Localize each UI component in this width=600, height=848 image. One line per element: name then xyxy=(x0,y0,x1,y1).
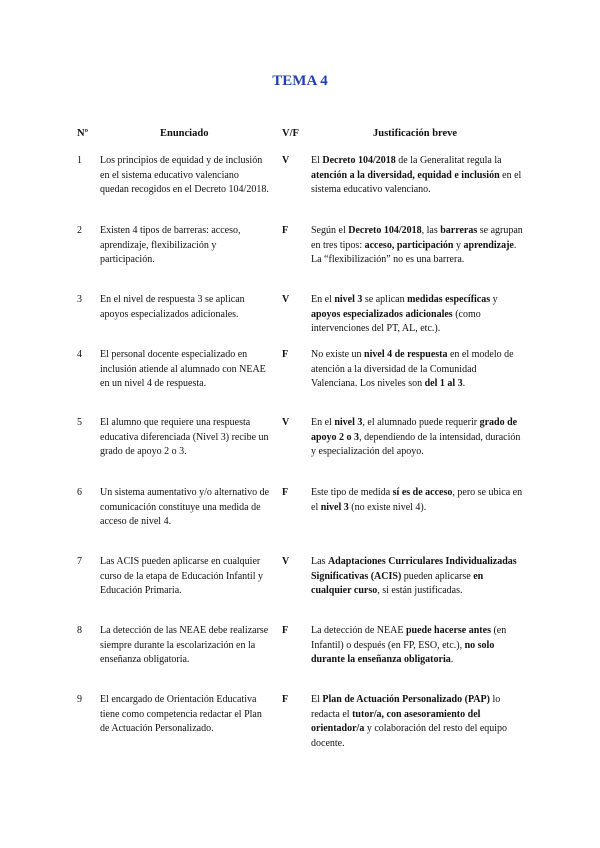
row-justification: El Plan de Actuación Personalizado (PAP) lo redacta el tutor/a, con asesoramiento del orientador/a y colaboración del resto del equipo docente. xyxy=(311,694,508,749)
bold-text: acceso, participación xyxy=(364,239,454,251)
bold-text: puede hacerse antes xyxy=(405,625,491,636)
row-number: 6 xyxy=(77,487,82,498)
bold-text: nivel 4 de respuesta xyxy=(364,349,448,360)
row-justification: Según el Decreto 104/2018, las barreras se agrupan en tres tipos: acceso, participación y aprendizaje. La “flexibilización” no es una barrera. xyxy=(311,225,523,265)
bold-text: no solo durante la enseñanza obligatoria xyxy=(311,639,495,665)
bold-text: nivel 3 xyxy=(334,294,363,305)
row-statement: El personal docente especializado en inclusión atiende al alumnado con NEAE en un nivel 4 de respuesta. xyxy=(100,349,266,389)
bold-text: apoyos especializados adicionales xyxy=(311,308,453,320)
row-answer: F xyxy=(282,225,289,236)
table-header xyxy=(0,128,600,144)
row-statement: En el nivel de respuesta 3 se aplican apoyos especializados adicionales. xyxy=(100,294,245,320)
row-statement: Los principios de equidad y de inclusión en el sistema educativo valenciano quedan recogidos en el Decreto 104/2018. xyxy=(100,155,269,195)
header-justificacion: Justificación breve xyxy=(373,128,458,139)
row-answer: V xyxy=(282,556,290,567)
bold-text: aprendizaje xyxy=(463,239,514,251)
row-justification: En el nivel 3 se aplican medidas específicas y apoyos especializados adicionales (como intervenciones del PT, AL, etc.). xyxy=(311,294,498,334)
bold-text: nivel 3 xyxy=(320,501,349,513)
row-statement: Un sistema aumentativo y/o alternativo de comunicación constituye una medida de acceso de nivel 4. xyxy=(100,487,270,527)
row-number: 9 xyxy=(77,694,82,705)
row-number: 7 xyxy=(77,556,82,567)
bold-text: Plan de Actuación Personalizado (PAP) xyxy=(322,694,490,705)
row-answer: F xyxy=(282,349,289,360)
page-title: TEMA 4 xyxy=(272,73,328,89)
row-answer: V xyxy=(282,417,290,428)
bold-text: sí es de acceso xyxy=(392,487,453,498)
row-justification: No existe un nivel 4 de respuesta en el modelo de atención a la diversidad de la Comunidad Valenciana. Los niveles son del 1 al 3. xyxy=(311,349,514,389)
header-num: Nº xyxy=(77,128,89,139)
bold-text: atención a la diversidad, equidad e inclusión xyxy=(311,169,500,181)
row-number: 3 xyxy=(77,294,82,305)
bold-text: tutor/a, con asesoramiento del orientador/a xyxy=(311,708,481,734)
row-justification: El Decreto 104/2018 de la Generalitat regula la atención a la diversidad, equidad e inclusión en el sistema educativo valenciano. xyxy=(311,155,522,195)
row-number: 2 xyxy=(77,225,82,236)
row-number: 8 xyxy=(77,625,82,636)
row-statement: Las ACIS pueden aplicarse en cualquier curso de la etapa de Educación Infantil y Educación Primaria. xyxy=(100,556,263,596)
row-statement: Existen 4 tipos de barreras: acceso, aprendizaje, flexibilización y participación. xyxy=(100,225,241,265)
bold-text: barreras xyxy=(440,225,478,236)
bold-text: nivel 3 xyxy=(334,417,363,428)
bold-text: Adaptaciones Curriculares Individualizadas Significativas (ACIS) xyxy=(311,556,517,582)
row-justification: La detección de NEAE puede hacerse antes (en Infantil) o después (en FP, ESO, etc.), no solo durante la enseñanza obligatoria. xyxy=(311,625,507,665)
row-number: 5 xyxy=(77,417,82,428)
row-justification: Este tipo de medida sí es de acceso, pero se ubica en el nivel 3 (no existe nivel 4). xyxy=(311,487,523,513)
row-answer: V xyxy=(282,155,290,166)
bold-text: medidas específicas xyxy=(407,294,491,305)
row-number: 4 xyxy=(77,349,82,360)
row-statement: El alumno que requiere una respuesta educativa diferenciada (Nivel 3) recibe un grado de apoyo 2 o 3. xyxy=(100,417,269,457)
header-enunciado: Enunciado xyxy=(160,128,209,139)
row-statement: El encargado de Orientación Educativa tiene como competencia redactar el Plan de Actuación Personalizado. xyxy=(100,694,262,734)
row-answer: F xyxy=(282,487,289,498)
bold-text: del 1 al 3 xyxy=(424,378,463,389)
row-justification: En el nivel 3, el alumnado puede requerir grado de apoyo 2 o 3, dependiendo de la intensidad, duración y especialización del apoyo. xyxy=(311,417,521,457)
row-number: 1 xyxy=(77,155,82,166)
row-justification: Las Adaptaciones Curriculares Individualizadas Significativas (ACIS) pueden aplicarse en cualquier curso, si están justificadas. xyxy=(311,556,517,596)
header-vf: V/F xyxy=(282,128,299,139)
row-answer: F xyxy=(282,625,289,636)
bold-text: grado de apoyo 2 o 3 xyxy=(311,417,518,443)
bold-text: Decreto 104/2018 xyxy=(348,225,422,236)
bold-text: en cualquier curso xyxy=(311,570,484,596)
row-answer: F xyxy=(282,694,289,705)
row-answer: V xyxy=(282,294,290,305)
bold-text: Decreto 104/2018 xyxy=(322,155,396,166)
row-statement: La detección de las NEAE debe realizarse siempre durante la escolarización en la enseñanza obligatoria. xyxy=(100,625,269,665)
